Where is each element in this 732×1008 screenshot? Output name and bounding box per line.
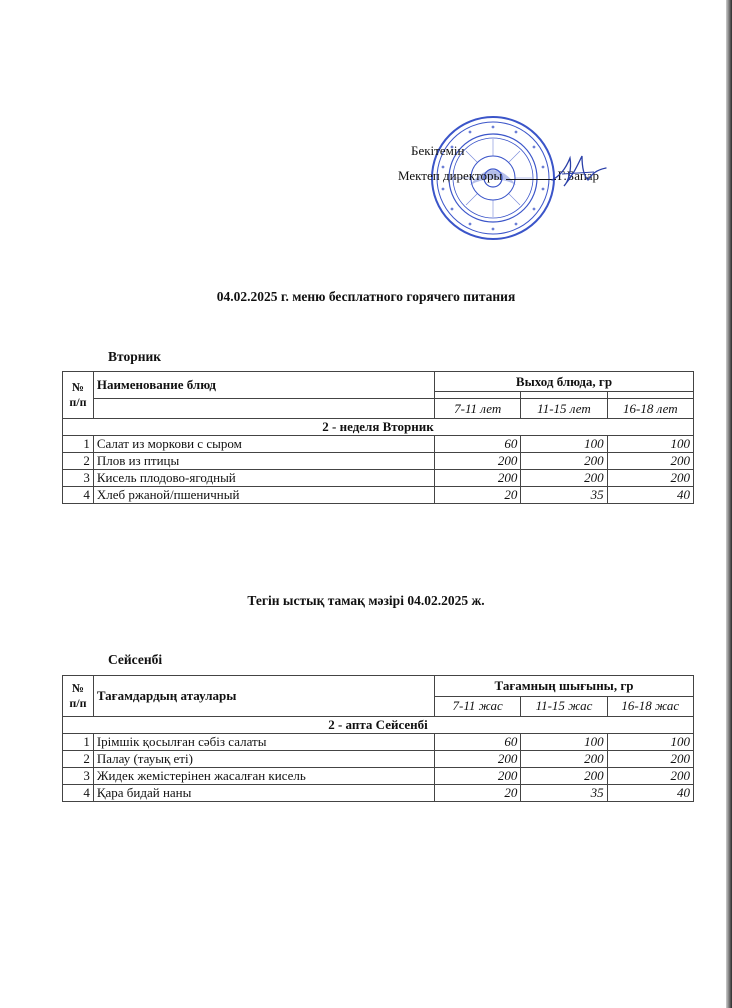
week-label: 2 - апта Сейсенбі bbox=[63, 717, 694, 734]
yield-16-18: 200 bbox=[607, 768, 693, 785]
header-number: № п/п bbox=[63, 372, 94, 419]
header-empty bbox=[93, 399, 434, 419]
menu-title-kz: Тегін ыстық тамақ мәзірі 04.02.2025 ж. bbox=[247, 593, 485, 608]
yield-16-18: 40 bbox=[607, 785, 693, 802]
row-number: 2 bbox=[63, 751, 94, 768]
dish-name: Плов из птицы bbox=[93, 453, 434, 470]
dish-name: Қара бидай наны bbox=[93, 785, 434, 802]
yield-11-15: 200 bbox=[521, 751, 607, 768]
yield-7-11: 200 bbox=[435, 768, 521, 785]
yield-11-15: 200 bbox=[521, 453, 607, 470]
row-number: 1 bbox=[63, 436, 94, 453]
menu-table-kz bbox=[62, 675, 694, 802]
dish-name: Ірімшік қосылған сәбіз салаты bbox=[93, 734, 434, 751]
yield-11-15: 35 bbox=[521, 785, 607, 802]
header-number: № п/п bbox=[63, 676, 94, 717]
yield-11-15: 100 bbox=[521, 436, 607, 453]
table-row bbox=[63, 436, 694, 453]
approval-name: Г.Бапар bbox=[557, 168, 600, 183]
table-row bbox=[63, 470, 694, 487]
table-row bbox=[63, 785, 694, 802]
yield-7-11: 200 bbox=[435, 751, 521, 768]
yield-16-18: 100 bbox=[607, 436, 693, 453]
yield-7-11: 20 bbox=[435, 785, 521, 802]
header-age-2: 11-15 жас bbox=[521, 696, 607, 717]
day-ru: Вторник bbox=[108, 349, 162, 364]
table-row bbox=[63, 487, 694, 504]
table-row bbox=[63, 768, 694, 785]
day-kz: Сейсенбі bbox=[108, 652, 163, 667]
header-age-2: 11-15 лет bbox=[521, 399, 607, 419]
row-number: 4 bbox=[63, 785, 94, 802]
yield-7-11: 60 bbox=[435, 436, 521, 453]
menu-title-ru: 04.02.2025 г. меню бесплатного горячего питания bbox=[216, 289, 516, 304]
header-spacer bbox=[435, 392, 521, 399]
yield-16-18: 40 bbox=[607, 487, 693, 504]
row-number: 1 bbox=[63, 734, 94, 751]
yield-16-18: 200 bbox=[607, 751, 693, 768]
yield-7-11: 200 bbox=[435, 453, 521, 470]
menu-table-ru bbox=[62, 371, 694, 504]
dish-name: Палау (тауық еті) bbox=[93, 751, 434, 768]
table-row bbox=[63, 734, 694, 751]
yield-7-11: 20 bbox=[435, 487, 521, 504]
week-label: 2 - неделя Вторник bbox=[63, 419, 694, 436]
yield-11-15: 100 bbox=[521, 734, 607, 751]
header-age-3: 16-18 жас bbox=[607, 696, 693, 717]
dish-name: Кисель плодово-ягодный bbox=[93, 470, 434, 487]
yield-7-11: 60 bbox=[435, 734, 521, 751]
yield-11-15: 35 bbox=[521, 487, 607, 504]
yield-16-18: 100 bbox=[607, 734, 693, 751]
header-dish-name: Тағамдардың атаулары bbox=[93, 676, 434, 717]
yield-11-15: 200 bbox=[521, 768, 607, 785]
yield-7-11: 200 bbox=[435, 470, 521, 487]
row-number: 2 bbox=[63, 453, 94, 470]
header-dish-name: Наименование блюд bbox=[93, 372, 434, 399]
header-yield: Тағамның шығыны, гр bbox=[435, 676, 694, 697]
header-yield: Выход блюда, гр bbox=[435, 372, 694, 392]
table-row bbox=[63, 751, 694, 768]
approval-word: Бекітемін bbox=[411, 143, 465, 158]
table-row bbox=[63, 453, 694, 470]
row-number: 4 bbox=[63, 487, 94, 504]
yield-16-18: 200 bbox=[607, 453, 693, 470]
scan-edge bbox=[726, 0, 732, 1008]
dish-name: Хлеб ржаной/пшеничный bbox=[93, 487, 434, 504]
yield-16-18: 200 bbox=[607, 470, 693, 487]
header-age-3: 16-18 лет bbox=[607, 399, 693, 419]
header-spacer bbox=[521, 392, 607, 399]
director-signature bbox=[548, 150, 618, 190]
row-number: 3 bbox=[63, 768, 94, 785]
dish-name: Салат из моркови с сыром bbox=[93, 436, 434, 453]
approval-role: Мектеп директоры bbox=[398, 168, 503, 183]
yield-11-15: 200 bbox=[521, 470, 607, 487]
dish-name: Жидек жемістерінен жасалған кисель bbox=[93, 768, 434, 785]
header-spacer bbox=[607, 392, 693, 399]
header-age-1: 7-11 жас bbox=[435, 696, 521, 717]
header-age-1: 7-11 лет bbox=[435, 399, 521, 419]
row-number: 3 bbox=[63, 470, 94, 487]
